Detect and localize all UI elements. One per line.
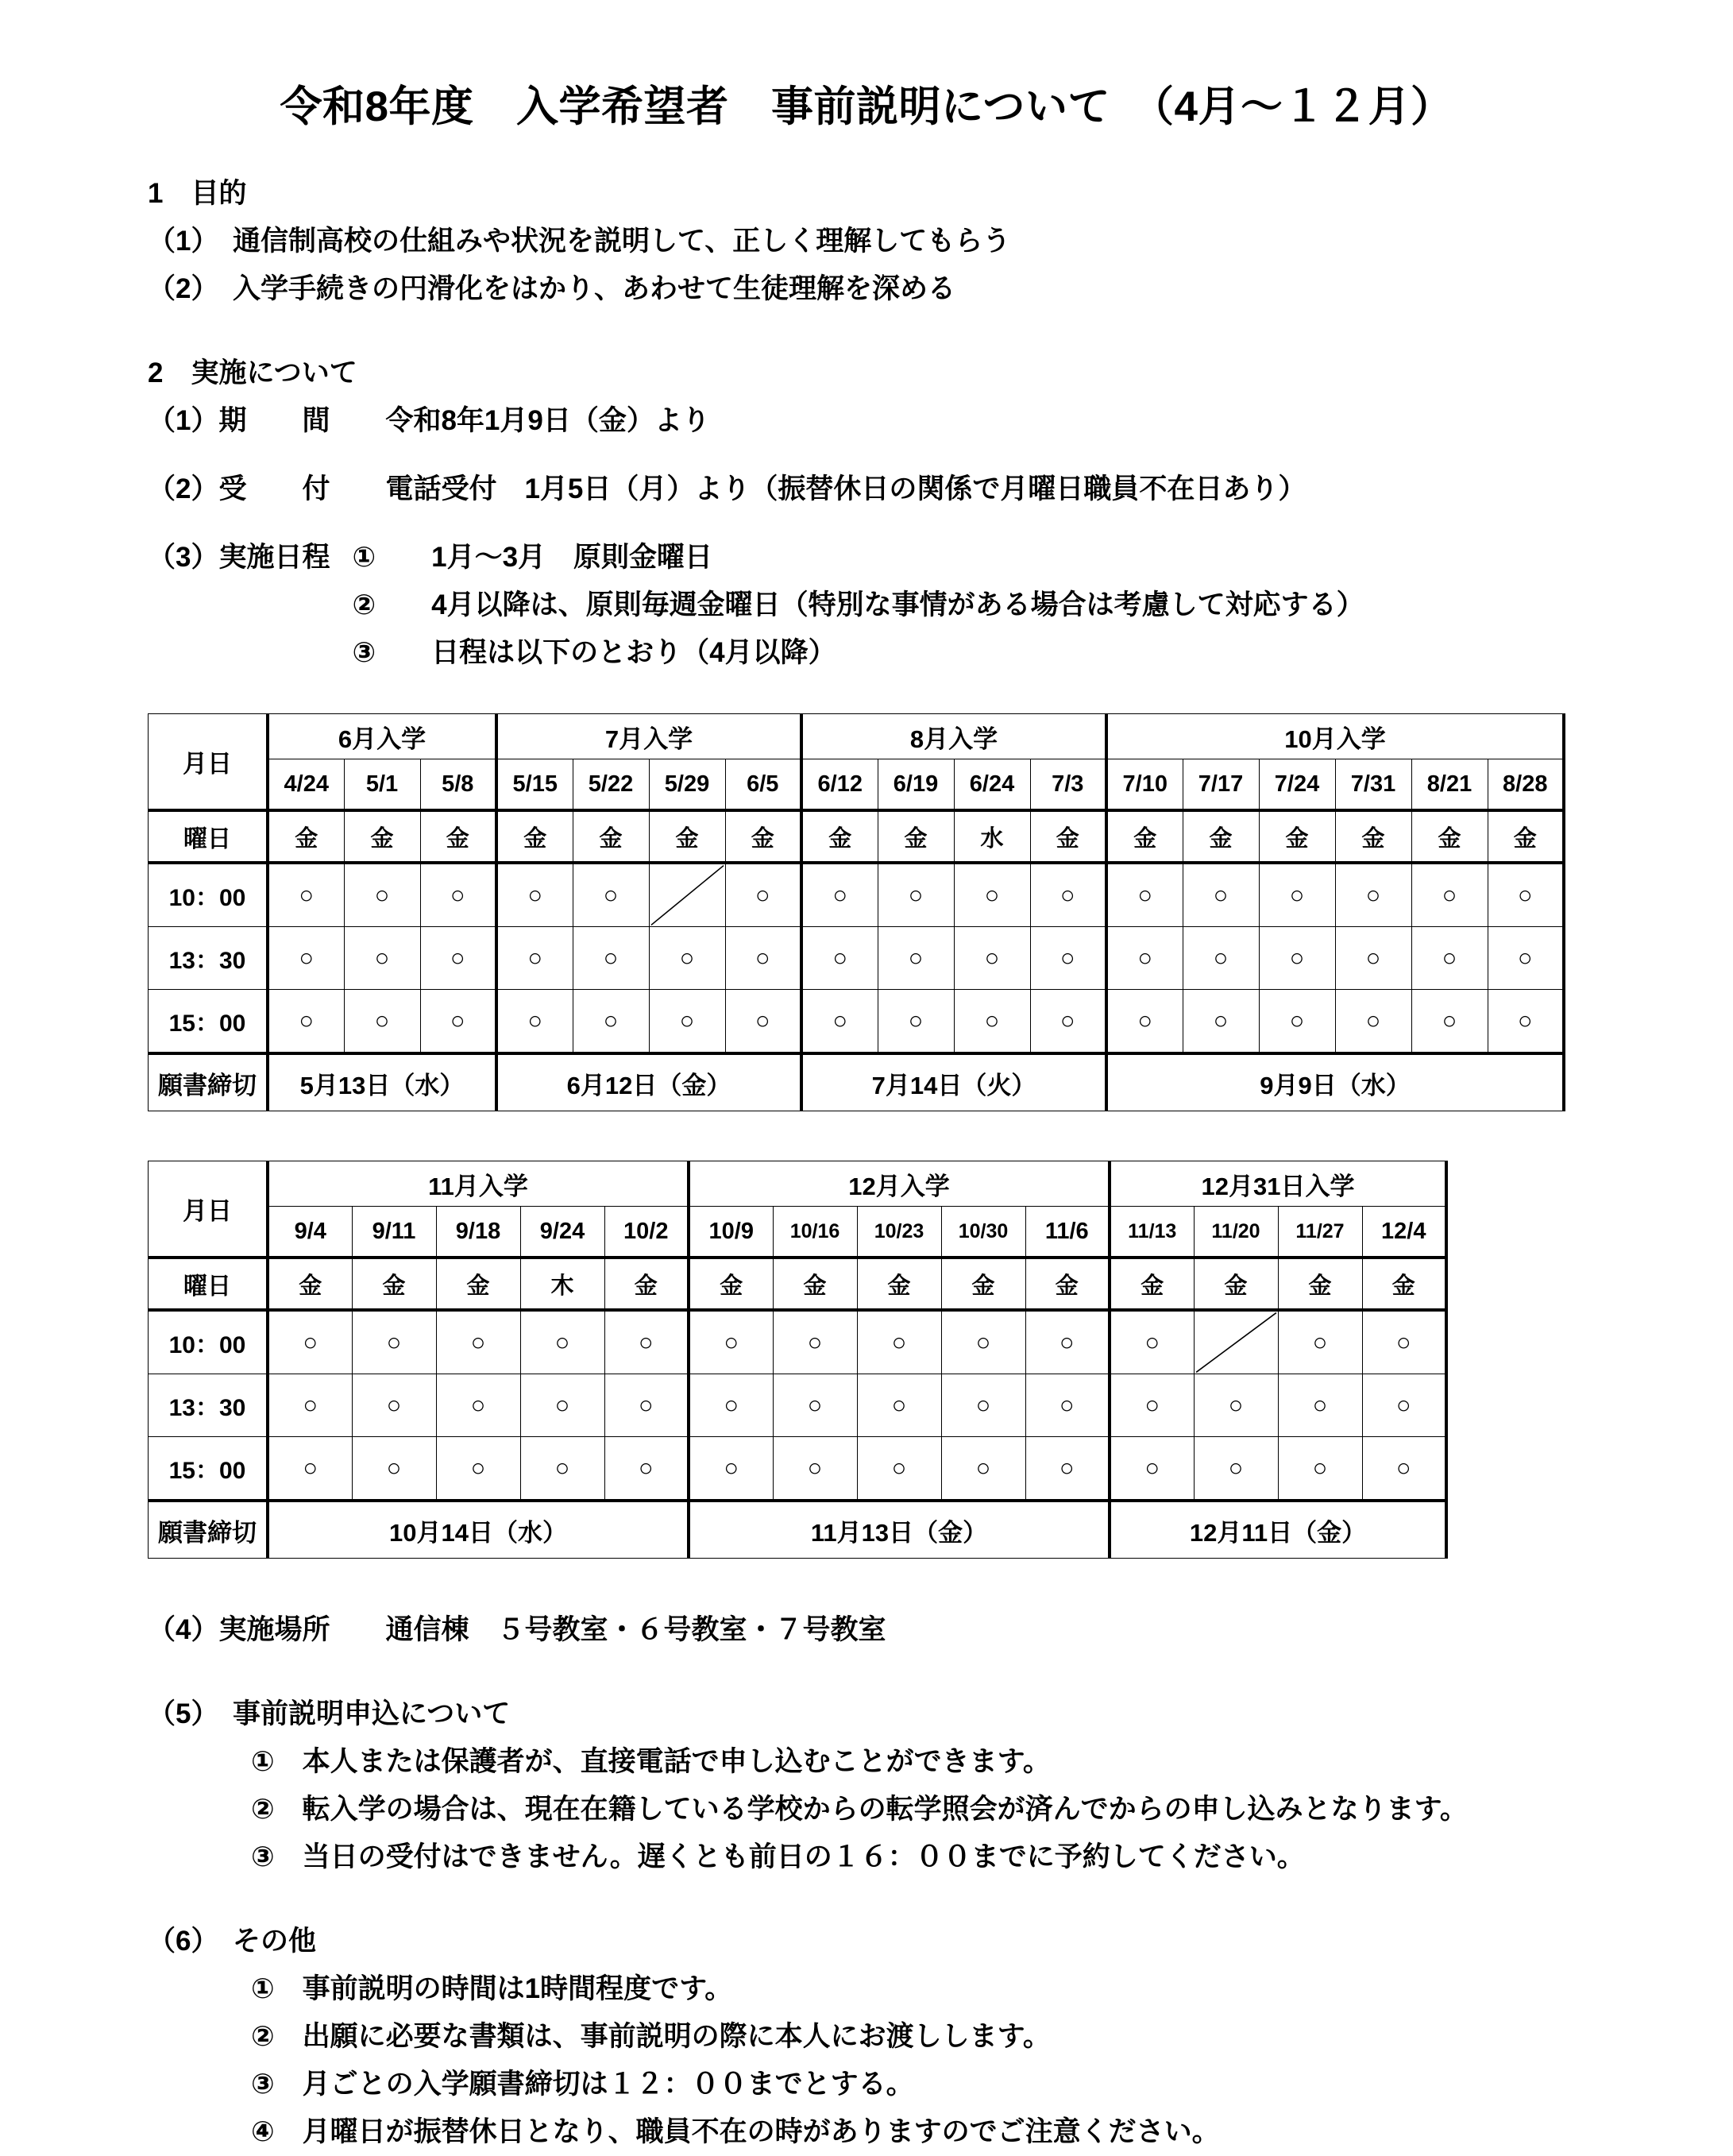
deadline-cell: 7月14日（火） <box>801 1053 1106 1111</box>
dayofweek-cell: 金 <box>1106 810 1183 863</box>
column-group-header: 10月入学 <box>1106 714 1564 759</box>
availability-circle-cell: ○ <box>1362 1374 1446 1437</box>
page-title: 令和8年度 入学希望者 事前説明について （4月～１２月） <box>280 83 1453 130</box>
time-row-1500 <box>149 1437 1447 1501</box>
deadline-cell: 10月14日（水） <box>268 1501 689 1559</box>
dayofweek-cell: 金 <box>344 810 420 863</box>
section-2-schedule-label: （3）実施日程 <box>148 542 330 573</box>
section-2-other-item-4: ④ 月曜日が振替休日となり、職員不在の時がありますのでご注意ください。 <box>251 2116 1220 2147</box>
dayofweek-cell: 金 <box>420 810 496 863</box>
deadline-cell: 11月13日（金） <box>689 1501 1110 1559</box>
section-1-item-2: （2） 入学手続きの円滑化をはかり、あわせて生徒理解を深める <box>148 273 955 304</box>
availability-circle-cell: ○ <box>689 1374 773 1437</box>
dayofweek-cell: 金 <box>1030 810 1106 863</box>
dayofweek-cell: 金 <box>1335 810 1411 863</box>
availability-circle-cell: ○ <box>801 990 878 1054</box>
row-label-time: 15：00 <box>149 990 268 1054</box>
date-cell: 11/27 <box>1278 1207 1362 1258</box>
availability-circle-cell: ○ <box>436 1310 520 1374</box>
dayofweek-cell: 金 <box>1362 1258 1446 1310</box>
time-row-1330 <box>149 927 1565 990</box>
date-cell: 9/4 <box>268 1207 352 1258</box>
availability-circle-cell: ○ <box>857 1374 941 1437</box>
table-dayofweek-row <box>149 810 1565 863</box>
date-cell: 11/20 <box>1194 1207 1278 1258</box>
section-2-schedule-item-3: ③ 日程は以下のとおり（4月以降） <box>352 637 836 668</box>
dayofweek-cell: 金 <box>1278 1258 1362 1310</box>
date-cell: 5/29 <box>649 759 725 811</box>
availability-circle-cell: ○ <box>1278 1310 1362 1374</box>
availability-circle-cell: ○ <box>1278 1374 1362 1437</box>
availability-circle-cell: ○ <box>496 990 573 1054</box>
availability-circle-cell: ○ <box>649 927 725 990</box>
date-cell: 7/24 <box>1259 759 1335 811</box>
availability-circle-cell: ○ <box>941 1310 1025 1374</box>
row-label-dayofweek: 曜日 <box>149 810 268 863</box>
row-label-deadline: 願書締切 <box>149 1053 268 1111</box>
date-cell: 9/24 <box>520 1207 604 1258</box>
availability-circle-cell: ○ <box>1106 990 1183 1054</box>
dayofweek-cell: 金 <box>1259 810 1335 863</box>
availability-circle-cell: ○ <box>1488 927 1564 990</box>
section-2-other-item-2: ② 出願に必要な書類は、事前説明の際に本人にお渡しします。 <box>251 2021 1051 2052</box>
availability-circle-cell: ○ <box>649 990 725 1054</box>
availability-circle-cell: ○ <box>352 1437 436 1501</box>
table-dayofweek-row <box>149 1258 1447 1310</box>
availability-circle-cell: ○ <box>1030 927 1106 990</box>
dayofweek-cell: 金 <box>878 810 954 863</box>
dayofweek-cell: 金 <box>268 810 344 863</box>
table-group-header-row <box>149 1161 1447 1207</box>
date-cell: 10/9 <box>689 1207 773 1258</box>
date-cell: 8/21 <box>1411 759 1488 811</box>
availability-circle-cell: ○ <box>604 1310 689 1374</box>
section-2-other-label: （6） その他 <box>148 1926 316 1957</box>
dayofweek-cell: 金 <box>604 1258 689 1310</box>
dayofweek-cell: 木 <box>520 1258 604 1310</box>
section-2-reception: （2）受 付 電話受付 1月5日（月）より（振替休日の関係で月曜日職員不在日あり） <box>148 473 1307 504</box>
date-cell: 6/24 <box>954 759 1030 811</box>
dayofweek-cell: 金 <box>773 1258 857 1310</box>
availability-circle-cell: ○ <box>857 1310 941 1374</box>
deadline-cell: 9月9日（水） <box>1106 1053 1564 1111</box>
dayofweek-cell: 金 <box>268 1258 352 1310</box>
availability-circle-cell: ○ <box>954 863 1030 927</box>
dayofweek-cell: 金 <box>1411 810 1488 863</box>
time-row-1000 <box>149 863 1565 927</box>
availability-circle-cell: ○ <box>801 927 878 990</box>
availability-circle-cell: ○ <box>1110 1310 1194 1374</box>
row-label-time: 10：00 <box>149 863 268 927</box>
date-cell: 5/1 <box>344 759 420 811</box>
row-label-time: 15：00 <box>149 1437 268 1501</box>
availability-circle-cell: ○ <box>268 927 344 990</box>
availability-circle-cell: ○ <box>1259 927 1335 990</box>
table-dates-row <box>149 1207 1447 1258</box>
section-2-apply-item-1: ① 本人または保護者が、直接電話で申し込むことができます。 <box>251 1746 1051 1777</box>
row-label-time: 13：30 <box>149 1374 268 1437</box>
dayofweek-cell: 金 <box>941 1258 1025 1310</box>
availability-circle-cell: ○ <box>352 1374 436 1437</box>
time-row-1330 <box>149 1374 1447 1437</box>
section-2-apply-label: （5） 事前説明申込について <box>148 1698 511 1729</box>
row-label-deadline: 願書締切 <box>149 1501 268 1559</box>
time-row-1000 <box>149 1310 1447 1374</box>
availability-circle-cell: ○ <box>773 1374 857 1437</box>
dayofweek-cell: 金 <box>496 810 573 863</box>
availability-circle-cell: ○ <box>344 863 420 927</box>
date-cell: 11/13 <box>1110 1207 1194 1258</box>
availability-circle-cell: ○ <box>520 1374 604 1437</box>
availability-circle-cell: ○ <box>344 990 420 1054</box>
date-cell: 8/28 <box>1488 759 1564 811</box>
dayofweek-cell: 金 <box>1025 1258 1110 1310</box>
availability-circle-cell: ○ <box>941 1374 1025 1437</box>
availability-circle-cell: ○ <box>604 1374 689 1437</box>
dayofweek-cell: 金 <box>649 810 725 863</box>
deadline-cell: 5月13日（水） <box>268 1053 496 1111</box>
table-group-header-row <box>149 714 1565 759</box>
availability-circle-cell: ○ <box>1110 1374 1194 1437</box>
availability-circle-cell: ○ <box>1025 1374 1110 1437</box>
availability-circle-cell: ○ <box>420 863 496 927</box>
availability-circle-cell: ○ <box>1259 863 1335 927</box>
section-2-apply-item-2: ② 転入学の場合は、現在在籍している学校からの転学照会が済んでからの申し込みとなります。 <box>251 1794 1468 1825</box>
date-cell: 10/16 <box>773 1207 857 1258</box>
availability-circle-cell: ○ <box>1362 1310 1446 1374</box>
availability-circle-cell: ○ <box>773 1310 857 1374</box>
availability-circle-cell: ○ <box>436 1437 520 1501</box>
section-2-period: （1）期 間 令和8年1月9日（金）より <box>148 405 710 436</box>
availability-circle-cell: ○ <box>1411 990 1488 1054</box>
date-cell: 7/10 <box>1106 759 1183 811</box>
availability-circle-cell: ○ <box>725 990 801 1054</box>
dayofweek-cell: 金 <box>801 810 878 863</box>
date-cell: 6/5 <box>725 759 801 811</box>
section-2-venue: （4）実施場所 通信棟 ５号教室・６号教室・７号教室 <box>148 1614 886 1645</box>
availability-circle-cell: ○ <box>1411 863 1488 927</box>
dayofweek-cell: 金 <box>1110 1258 1194 1310</box>
unavailable-slash-cell <box>649 863 725 927</box>
table-dates-row <box>149 759 1565 811</box>
dayofweek-cell: 金 <box>725 810 801 863</box>
availability-circle-cell: ○ <box>436 1374 520 1437</box>
availability-circle-cell: ○ <box>1106 863 1183 927</box>
availability-circle-cell: ○ <box>520 1437 604 1501</box>
availability-circle-cell: ○ <box>496 863 573 927</box>
availability-circle-cell: ○ <box>1335 927 1411 990</box>
availability-circle-cell: ○ <box>496 927 573 990</box>
date-cell: 9/18 <box>436 1207 520 1258</box>
availability-circle-cell: ○ <box>1194 1374 1278 1437</box>
dayofweek-cell: 金 <box>1183 810 1259 863</box>
date-cell: 6/12 <box>801 759 878 811</box>
date-cell: 7/31 <box>1335 759 1411 811</box>
date-cell: 7/3 <box>1030 759 1106 811</box>
date-cell: 9/11 <box>352 1207 436 1258</box>
schedule-table-1-wrap <box>0 713 1733 1111</box>
section-2-schedule-item-1: ① 1月～3月 原則金曜日 <box>352 542 713 573</box>
availability-circle-cell: ○ <box>268 863 344 927</box>
date-cell: 7/17 <box>1183 759 1259 811</box>
availability-circle-cell: ○ <box>1030 990 1106 1054</box>
availability-circle-cell: ○ <box>1110 1437 1194 1501</box>
date-cell: 6/19 <box>878 759 954 811</box>
availability-circle-cell: ○ <box>1106 927 1183 990</box>
row-label-date: 月日 <box>149 714 268 811</box>
date-cell: 10/2 <box>604 1207 689 1258</box>
availability-circle-cell: ○ <box>1183 990 1259 1054</box>
date-cell: 10/23 <box>857 1207 941 1258</box>
availability-circle-cell: ○ <box>520 1310 604 1374</box>
dayofweek-cell: 金 <box>857 1258 941 1310</box>
dayofweek-cell: 金 <box>1488 810 1564 863</box>
schedule-table-2-wrap <box>0 1161 1733 1559</box>
availability-circle-cell: ○ <box>941 1437 1025 1501</box>
availability-circle-cell: ○ <box>1278 1437 1362 1501</box>
availability-circle-cell: ○ <box>420 927 496 990</box>
availability-circle-cell: ○ <box>344 927 420 990</box>
availability-circle-cell: ○ <box>573 990 649 1054</box>
section-2-other-item-1: ① 事前説明の時間は1時間程度です。 <box>251 1973 733 2004</box>
column-group-header: 12月入学 <box>689 1161 1110 1207</box>
schedule-table-1 <box>148 713 1565 1111</box>
availability-circle-cell: ○ <box>954 990 1030 1054</box>
availability-circle-cell: ○ <box>1183 927 1259 990</box>
unavailable-slash-cell <box>1194 1310 1278 1374</box>
dayofweek-cell: 金 <box>436 1258 520 1310</box>
availability-circle-cell: ○ <box>268 1374 352 1437</box>
dayofweek-cell: 金 <box>1194 1258 1278 1310</box>
availability-circle-cell: ○ <box>878 990 954 1054</box>
availability-circle-cell: ○ <box>1335 863 1411 927</box>
section-2-heading: 2 実施について <box>148 357 357 388</box>
column-group-header: 7月入学 <box>496 714 801 759</box>
availability-circle-cell: ○ <box>604 1437 689 1501</box>
deadline-cell: 12月11日（金） <box>1110 1501 1446 1559</box>
date-cell: 12/4 <box>1362 1207 1446 1258</box>
availability-circle-cell: ○ <box>954 927 1030 990</box>
availability-circle-cell: ○ <box>689 1310 773 1374</box>
availability-circle-cell: ○ <box>268 990 344 1054</box>
availability-circle-cell: ○ <box>1362 1437 1446 1501</box>
availability-circle-cell: ○ <box>689 1437 773 1501</box>
availability-circle-cell: ○ <box>352 1310 436 1374</box>
availability-circle-cell: ○ <box>878 863 954 927</box>
date-cell: 5/8 <box>420 759 496 811</box>
deadline-cell: 6月12日（金） <box>496 1053 801 1111</box>
availability-circle-cell: ○ <box>420 990 496 1054</box>
availability-circle-cell: ○ <box>1194 1437 1278 1501</box>
row-label-dayofweek: 曜日 <box>149 1258 268 1310</box>
availability-circle-cell: ○ <box>1488 990 1564 1054</box>
availability-circle-cell: ○ <box>573 863 649 927</box>
row-label-time: 10：00 <box>149 1310 268 1374</box>
availability-circle-cell: ○ <box>1030 863 1106 927</box>
availability-circle-cell: ○ <box>857 1437 941 1501</box>
dayofweek-cell: 金 <box>689 1258 773 1310</box>
section-1-heading: 1 目的 <box>148 178 247 209</box>
availability-circle-cell: ○ <box>801 863 878 927</box>
availability-circle-cell: ○ <box>725 927 801 990</box>
availability-circle-cell: ○ <box>725 863 801 927</box>
date-cell: 11/6 <box>1025 1207 1110 1258</box>
availability-circle-cell: ○ <box>1259 990 1335 1054</box>
availability-circle-cell: ○ <box>1183 863 1259 927</box>
table-deadline-row <box>149 1501 1447 1559</box>
availability-circle-cell: ○ <box>1488 863 1564 927</box>
availability-circle-cell: ○ <box>1025 1437 1110 1501</box>
row-label-time: 13：30 <box>149 927 268 990</box>
schedule-table-2 <box>148 1161 1448 1559</box>
section-1-item-1: （1） 通信制高校の仕組みや状況を説明して、正しく理解してもらう <box>148 226 1011 257</box>
time-row-1500 <box>149 990 1565 1054</box>
availability-circle-cell: ○ <box>573 927 649 990</box>
date-cell: 5/22 <box>573 759 649 811</box>
availability-circle-cell: ○ <box>268 1437 352 1501</box>
column-group-header: 12月31日入学 <box>1110 1161 1446 1207</box>
date-cell: 10/30 <box>941 1207 1025 1258</box>
availability-circle-cell: ○ <box>1025 1310 1110 1374</box>
column-group-header: 11月入学 <box>268 1161 689 1207</box>
section-2-other-item-3: ③ 月ごとの入学願書締切は１２：００までとする。 <box>251 2069 914 2100</box>
availability-circle-cell: ○ <box>1335 990 1411 1054</box>
section-1 <box>0 170 1733 677</box>
column-group-header: 8月入学 <box>801 714 1106 759</box>
availability-circle-cell: ○ <box>1411 927 1488 990</box>
date-cell: 5/15 <box>496 759 573 811</box>
table-deadline-row <box>149 1053 1565 1111</box>
availability-circle-cell: ○ <box>268 1310 352 1374</box>
section-2-apply-item-3: ③ 当日の受付はできません。遅くとも前日の１６：００までに予約してください。 <box>251 1841 1305 1872</box>
dayofweek-cell: 水 <box>954 810 1030 863</box>
row-label-date: 月日 <box>149 1161 268 1258</box>
date-cell: 4/24 <box>268 759 344 811</box>
column-group-header: 6月入学 <box>268 714 496 759</box>
section-2-tail <box>0 1606 1733 2156</box>
dayofweek-cell: 金 <box>352 1258 436 1310</box>
availability-circle-cell: ○ <box>773 1437 857 1501</box>
availability-circle-cell: ○ <box>878 927 954 990</box>
dayofweek-cell: 金 <box>573 810 649 863</box>
section-2-schedule-item-2: ② 4月以降は、原則毎週金曜日（特別な事情がある場合は考慮して対応する） <box>352 589 1364 620</box>
